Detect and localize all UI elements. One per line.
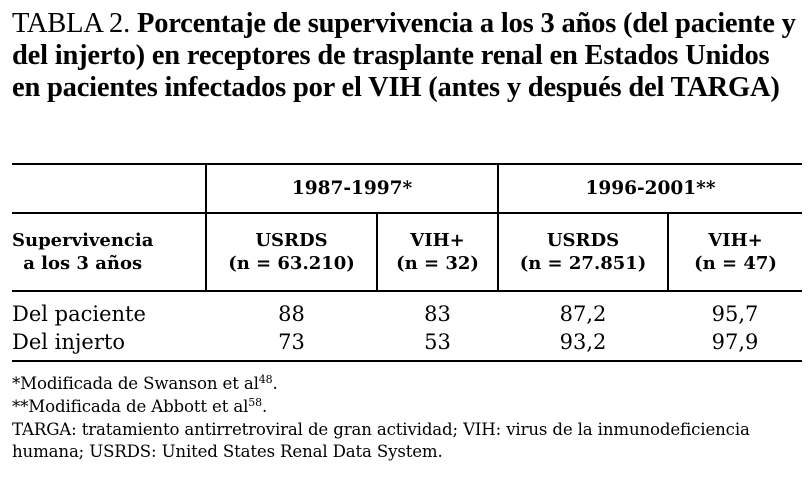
column-n: (n = 27.851) bbox=[519, 253, 647, 274]
column-header-vih-1996 bbox=[668, 213, 802, 291]
stub-header-line-1: Supervivencia bbox=[12, 230, 154, 251]
table-cell: 83 bbox=[424, 302, 451, 326]
column-n: (n = 47) bbox=[694, 253, 777, 274]
table-number: TABLA 2. bbox=[12, 8, 131, 39]
column-header-vih-1987 bbox=[377, 213, 498, 291]
stub-header-line-2: a los 3 años bbox=[23, 253, 143, 274]
stub-header bbox=[12, 213, 206, 291]
footnote-period: . bbox=[261, 396, 268, 416]
table-cell: 97,9 bbox=[668, 328, 802, 361]
footnote-period: . bbox=[272, 374, 278, 393]
column-name: USRDS bbox=[255, 230, 328, 251]
column-header-usrds-1996 bbox=[498, 213, 668, 291]
table-cell: 93,2 bbox=[498, 328, 668, 361]
table-footnotes bbox=[12, 373, 802, 464]
table-cell: 95,7 bbox=[711, 302, 759, 326]
survival-table bbox=[12, 163, 802, 362]
table-row bbox=[12, 328, 802, 361]
footnote-text: *Modificada de Swanson et al bbox=[12, 374, 259, 393]
table-row bbox=[12, 291, 802, 328]
footnote-abbreviations: TARGA: tratamiento antirretroviral de gran actividad; VIH: virus de la inmunodeficiencia humana; USRDS: United States Renal Data System. bbox=[12, 419, 750, 462]
footnote-abbott bbox=[12, 396, 802, 419]
column-name: VIH+ bbox=[410, 230, 465, 251]
group-header-row bbox=[12, 164, 802, 213]
footnote-swanson bbox=[12, 373, 802, 396]
table-document bbox=[12, 8, 802, 462]
column-n: (n = 63.210) bbox=[228, 253, 355, 274]
footnote-text: **Modificada de Abbott et al bbox=[12, 396, 249, 416]
row-label: Del paciente bbox=[12, 302, 146, 326]
column-name: VIH+ bbox=[708, 230, 763, 251]
table-cell: 53 bbox=[377, 328, 498, 361]
group-header-1987-1997: 1987-1997* bbox=[206, 164, 498, 213]
reference-number: 48 bbox=[258, 373, 273, 386]
row-label: Del injerto bbox=[12, 328, 206, 361]
column-name: USRDS bbox=[546, 230, 620, 251]
table-title bbox=[12, 8, 802, 104]
group-header-1996-2001: 1996-2001** bbox=[498, 164, 802, 213]
table-cell: 87,2 bbox=[559, 302, 607, 326]
stub-empty-cell bbox=[12, 164, 206, 213]
column-header-row bbox=[12, 213, 802, 291]
table-cell: 88 bbox=[278, 302, 305, 326]
column-n: (n = 32) bbox=[396, 253, 479, 274]
column-header-usrds-1987 bbox=[206, 213, 377, 291]
reference-number: 58 bbox=[248, 395, 262, 409]
table-cell: 73 bbox=[206, 328, 377, 361]
table-caption: Porcentaje de supervivencia a los 3 años (del paciente y del injerto) en receptores de trasplante renal en Estados Unidos en pacientes infectados por el VIH (antes y después del TARGA) bbox=[12, 8, 796, 103]
